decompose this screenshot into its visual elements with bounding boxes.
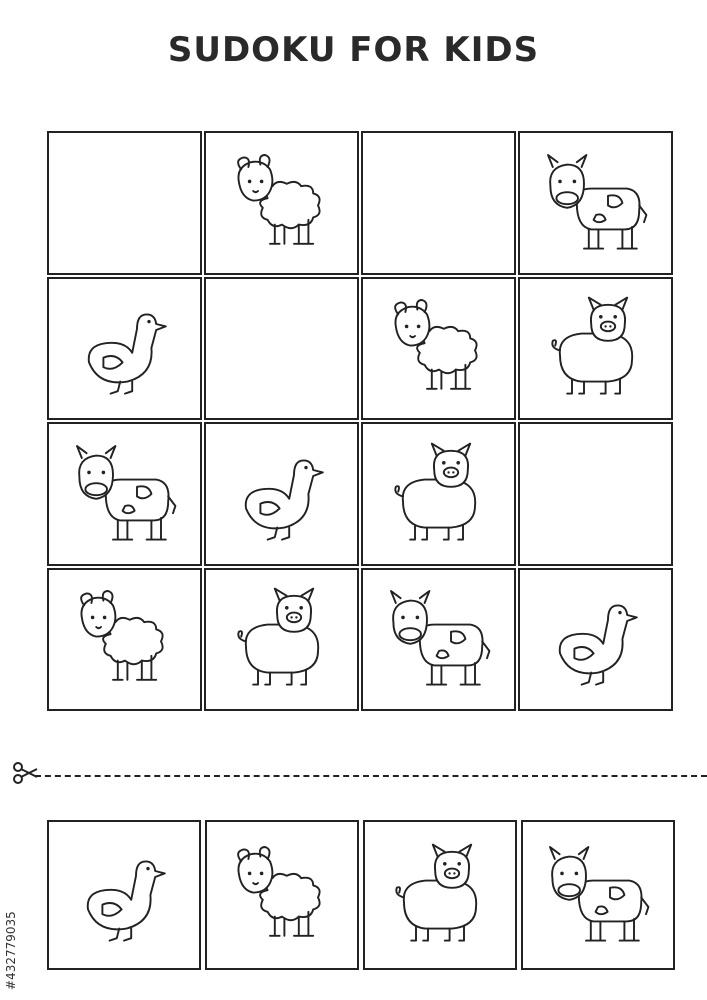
- grid-cell-empty[interactable]: [47, 131, 202, 275]
- cut-line: [35, 775, 707, 777]
- stock-id: #432779035: [4, 911, 18, 990]
- grid-cell-empty[interactable]: [518, 422, 673, 566]
- cutout-piece-cow[interactable]: [521, 820, 675, 970]
- grid-cell-goose[interactable]: [47, 277, 202, 421]
- cutout-piece-sheep[interactable]: [205, 820, 359, 970]
- grid-cell-cow[interactable]: [518, 131, 673, 275]
- grid-cell-pig[interactable]: [518, 277, 673, 421]
- cutout-pieces: [47, 820, 675, 970]
- grid-cell-goose[interactable]: [204, 422, 359, 566]
- scissors-icon: [12, 760, 38, 786]
- grid-cell-empty[interactable]: [361, 131, 516, 275]
- grid-cell-pig[interactable]: [361, 422, 516, 566]
- grid-cell-sheep[interactable]: [204, 131, 359, 275]
- cutout-piece-goose[interactable]: [47, 820, 201, 970]
- grid-cell-sheep[interactable]: [47, 568, 202, 712]
- sudoku-grid: [47, 131, 675, 713]
- cutout-piece-pig[interactable]: [363, 820, 517, 970]
- grid-cell-cow[interactable]: [361, 568, 516, 712]
- grid-cell-cow[interactable]: [47, 422, 202, 566]
- grid-cell-sheep[interactable]: [361, 277, 516, 421]
- grid-cell-empty[interactable]: [204, 277, 359, 421]
- page-title: SUDOKU FOR KIDS: [167, 30, 540, 70]
- grid-cell-pig[interactable]: [204, 568, 359, 712]
- grid-cell-goose[interactable]: [518, 568, 673, 712]
